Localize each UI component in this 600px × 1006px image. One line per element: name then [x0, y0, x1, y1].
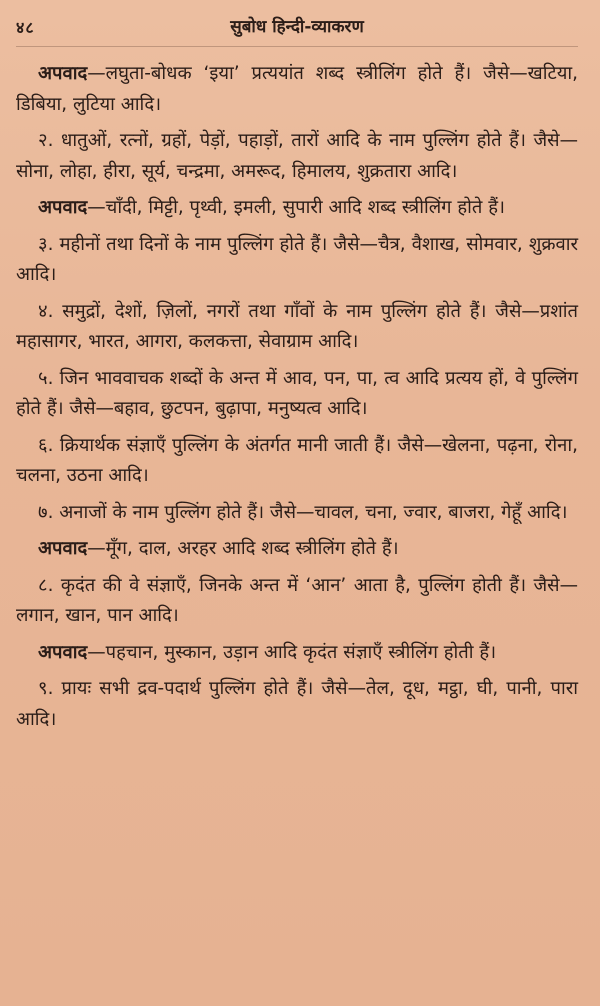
- paragraph-text: —चाँदी, मिट्टी, पृथ्वी, इमली, सुपारी आदि शब्द स्त्रीलिंग होते हैं।: [87, 197, 505, 218]
- paragraph-text: ७. अनाजों के नाम पुल्लिंग होते हैं। जैसे—चावल, चना, ज्वार, बाजरा, गेहूँ आदि।: [38, 501, 568, 523]
- paragraph-exception: [16, 638, 578, 669]
- exception-label: अपवाद: [38, 641, 88, 663]
- paragraph-text: —मूँग, दाल, अरहर आदि शब्द स्त्रीलिंग होते हैं।: [87, 538, 399, 559]
- paragraph-text: २. धातुओं, रत्नों, ग्रहों, पेड़ों, पहाड़ों, तारों आदि के नाम पुल्लिंग होते हैं। जैसे—सोना, लोहा, हीरा, सूर्य, चन्द्रमा, अमरूद, हिमालय, शुक्रतारा आदि।: [16, 130, 578, 182]
- paragraph-rule-5: [16, 364, 578, 425]
- exception-label: अपवाद: [38, 197, 88, 218]
- paragraph-text: ३. महीनों तथा दिनों के नाम पुल्लिंग होते हैं। जैसे—चैत्र, वैशाख, सोमवार, शुक्रवार आदि।: [16, 233, 578, 285]
- paragraph-exception: [16, 534, 578, 565]
- paragraph-rule-4: [16, 297, 578, 358]
- paragraph-rule-8: [16, 571, 578, 632]
- exception-label: अपवाद: [38, 538, 88, 559]
- paragraph-text: ८. कृदंत की वे संज्ञाएँ, जिनके अन्त में ‘आन’ आता है, पुल्लिंग होती हैं। जैसे—लगान, खान, पान आदि।: [16, 574, 578, 626]
- paragraph-text: ४. समुद्रों, देशों, ज़िलों, नगरों तथा गाँवों के नाम पुल्लिंग होते हैं। जैसे—प्रशांत महासागर, भारत, आगरा, कलकत्ता, सेवाग्राम आदि।: [16, 300, 578, 352]
- paragraph-rule-9: [16, 674, 578, 735]
- paragraph-text: ५. जिन भाववाचक शब्दों के अन्त में आव, पन, पा, त्व आदि प्रत्यय हों, वे पुल्लिंग होते हैं। जैसे—बहाव, छुटपन, बुढ़ापा, मनुष्यत्व आदि।: [16, 367, 578, 419]
- page-number: ४८: [16, 18, 35, 37]
- paragraph-exception: [16, 193, 578, 224]
- page-header: [16, 12, 578, 47]
- paragraph-text: —लघुता-बोधक ‘इया’ प्रत्ययांत शब्द स्त्रीलिंग होते हैं। जैसे—खटिया, डिबिया, लुटिया आदि।: [16, 63, 578, 115]
- paragraph-rule-3: [16, 230, 578, 291]
- paragraph-exception: [16, 59, 578, 120]
- paragraph-rule-7: [16, 498, 578, 529]
- paragraph-rule-2: [16, 126, 578, 187]
- paragraph-text: —पहचान, मुस्कान, उड़ान आदि कृदंत संज्ञाएँ स्त्रीलिंग होती हैं।: [87, 641, 497, 663]
- paragraph-text: ६. क्रियार्थक संज्ञाएँ पुल्लिंग के अंतर्गत मानी जाती हैं। जैसे—खेलना, पढ़ना, रोना, चलना, उठना आदि।: [16, 434, 578, 486]
- paragraph-rule-6: [16, 431, 578, 492]
- paragraph-text: ९. प्रायः सभी द्रव-पदार्थ पुल्लिंग होते हैं। जैसे—तेल, दूध, मट्ठा, घी, पानी, पारा आदि।: [16, 678, 578, 730]
- exception-label: अपवाद: [38, 63, 88, 84]
- running-title: सुबोध हिन्दी-व्याकरण: [230, 17, 364, 37]
